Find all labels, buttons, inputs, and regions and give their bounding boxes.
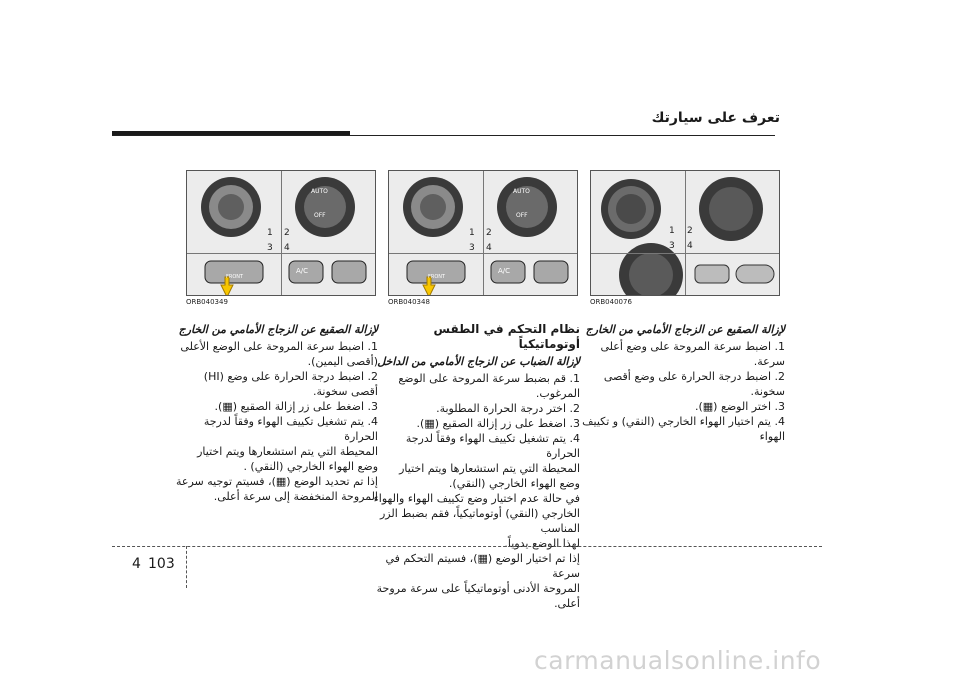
figure-auto-control-defrost: [186, 170, 376, 310]
column-line: وضع الهواء الخارجي (النقي).: [448, 477, 580, 490]
text-column-auto-defog: [370, 322, 580, 611]
ac-label: A/C: [498, 267, 511, 275]
column-line: 3. اضغط على زر إزالة الصقيع (▦).: [416, 417, 580, 430]
column-line: 4. يتم تشغيل تكييف الهواء وفقاً لدرجة الحرارة: [203, 415, 378, 443]
column-subheading: لإزالة الصقيع عن الزجاج الأمامي من الخارج: [585, 323, 785, 336]
figure-auto-control-defog: [388, 170, 578, 310]
callout-1: 1: [267, 228, 273, 238]
column-line: 3. اختر الوضع (▦).: [695, 400, 785, 413]
callout-3: 3: [267, 243, 273, 253]
column-line: إذا تم تحديد الوضع (▦)، فسيتم توجيه سرعة: [176, 475, 378, 488]
column-line: (أقصى اليمين).: [307, 355, 378, 368]
header-thin-rule: [112, 135, 775, 136]
callout-2: 2: [486, 228, 492, 238]
figure-manual-control: [590, 170, 780, 310]
column-line: 2. اضبط درجة الحرارة على وضع (HI): [203, 370, 378, 383]
column-line: إذا تم اختيار الوضع (▦)، فسيتم التحكم في سرعة: [385, 552, 580, 580]
callout-4: 4: [486, 243, 492, 253]
front-label: FRONT: [226, 274, 244, 280]
watermark: carmanualsonline.info: [534, 646, 822, 675]
figure-image: [186, 170, 376, 296]
callout-4: 4: [284, 243, 290, 253]
figure-image: [388, 170, 578, 296]
column-line: 1. اضبط سرعة المروحة على الوضع الأعلى: [180, 340, 378, 353]
callout-4: 4: [687, 241, 693, 251]
section-heading: نظام التحكم في الطقس أوتوماتيكياً: [433, 322, 580, 351]
column-line: أقصى سخونة.: [313, 385, 378, 398]
figure-code: ORB040076: [590, 298, 632, 306]
ac-label: A/C: [296, 267, 309, 275]
auto-label: AUTO: [513, 188, 530, 195]
column-line: 1. قم بضبط سرعة المروحة على الوضع المرغوب.: [398, 372, 580, 400]
off-label: OFF: [516, 212, 528, 219]
column-line: 2. اضبط درجة الحرارة على وضع أقصى: [603, 370, 785, 383]
column-line: 1. اضبط سرعة المروحة على وضع أعلى: [600, 340, 785, 353]
figure-code: ORB040348: [388, 298, 430, 306]
text-column-manual: [575, 322, 785, 444]
column-line: 3. اضغط على زر إزالة الصقيع (▦).: [214, 400, 378, 413]
footer-divider: [186, 546, 187, 588]
figure-code: ORB040349: [186, 298, 228, 306]
column-line: سرعة.: [753, 355, 785, 368]
column-line: 4. يتم اختيار الهواء الخارجي (النقي) و تكييف: [582, 415, 785, 428]
callout-2: 2: [687, 226, 693, 236]
column-line: 2. اختر درجة الحرارة المطلوبة.: [436, 402, 580, 415]
column-line: الخارجي (النقي) أوتوماتيكياً، فقم بضبط الزر المناسب: [380, 507, 580, 535]
column-line: وضع الهواء الخارجي (النقي) .: [243, 460, 378, 473]
column-subheading: لإزالة الضباب عن الزجاج الأمامي من الداخل: [377, 355, 580, 368]
column-line: 4. يتم تشغيل تكييف الهواء وفقاً لدرجة الحرارة: [405, 432, 580, 460]
off-label: OFF: [314, 212, 326, 219]
page-number: 103: [148, 556, 175, 572]
section-number: 4: [132, 556, 141, 572]
column-line: سخونة.: [750, 385, 785, 398]
column-line: المحيطة التي يتم استشعارها ويتم اختيار: [399, 462, 580, 475]
text-column-auto-defrost: [168, 322, 378, 504]
figure-image: [590, 170, 780, 296]
front-label: FRONT: [428, 274, 446, 280]
column-line: المروحة المنخفضة إلى سرعة أعلى.: [213, 490, 378, 503]
column-line: لهذا الوضع يدوياً.: [504, 537, 580, 550]
column-line: في حالة عدم اختيار وضع تكييف الهواء والهواء: [373, 492, 580, 505]
column-line: المروحة الأدنى أوتوماتيكياً على سرعة مروحة أعلى.: [376, 582, 580, 610]
column-subheading: لإزالة الصقيع عن الزجاج الأمامي من الخارج: [178, 323, 378, 336]
auto-label: AUTO: [311, 188, 328, 195]
callout-3: 3: [469, 243, 475, 253]
column-line: المحيطة التي يتم استشعارها ويتم اختيار: [197, 445, 378, 458]
callout-1: 1: [469, 228, 475, 238]
callout-2: 2: [284, 228, 290, 238]
page-header-title: تعرف على سيارتك: [651, 110, 780, 126]
callout-1: 1: [669, 226, 675, 236]
footer-rule: [112, 546, 822, 547]
column-line: الهواء: [759, 430, 785, 443]
callout-3: 3: [669, 241, 675, 251]
